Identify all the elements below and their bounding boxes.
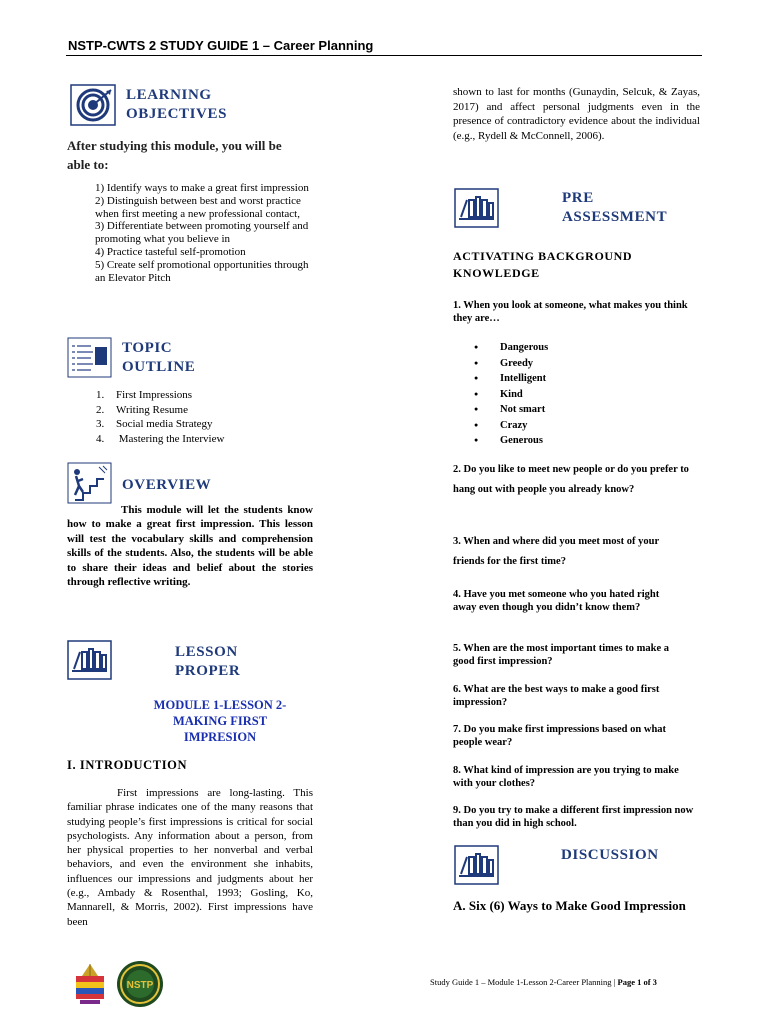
list-item: ● Not smart — [474, 402, 548, 418]
list-item — [96, 388, 224, 403]
question-1: 1. When you look at someone, what makes you think they are… — [453, 300, 688, 324]
item-number: 2. — [96, 403, 105, 416]
item-label: Writing Resume — [116, 403, 188, 416]
module-title — [130, 697, 310, 745]
university-seal-logo — [68, 962, 112, 1006]
objectives-lead: After studying this module, you will be able to: — [67, 138, 282, 172]
lesson-proper-title — [175, 643, 240, 681]
discussion-subheading: A. Six (6) Ways to Make Good Impression — [453, 898, 686, 913]
pre-assessment-line1: PRE — [562, 190, 594, 206]
item-label: First Impressions — [116, 389, 193, 401]
list-icon — [67, 337, 112, 378]
pre-assessment-title — [562, 189, 667, 227]
target-icon — [70, 84, 116, 126]
list-item: ● Intelligent — [474, 371, 548, 387]
list-item: 2) Distinguish between best and worst practice when first meeting a new professional contact, — [95, 194, 301, 220]
list-item: 4) Practice tasteful self-promotion — [95, 245, 246, 258]
activating-line2: KNOWLEDGE — [453, 266, 540, 280]
question-5: 5. When are the most important times to make a good first impression? — [453, 643, 670, 667]
introduction-text: First impressions are long-lasting. This familiar phrase indicates one of the many reasons that studying people’s first impressions is critical for social psychologists. Any information about a person, from her physical properties to her nonverbal and verbal behaviors, and even the environment she inhabits, influences our impressions and judgments about her (e.g., Ambady & Rosenthal, 1993; Gosling, Ko, Mannarell, & Morris, 2002). First impressions have been — [67, 787, 313, 928]
topic-list — [96, 388, 224, 446]
question-7: 7. Do you make first impressions based on what people wear? — [453, 724, 667, 748]
question-8: 8. What kind of impression are you trying to make with your clothes? — [453, 765, 679, 789]
question-4: 4. Have you met someone who you hated right away even though you didn’t know them? — [453, 589, 660, 613]
stairs-climber-icon — [67, 462, 112, 504]
introduction-heading: I. INTRODUCTION — [67, 758, 188, 772]
module-line2: MAKING FIRST — [172, 714, 268, 728]
books-icon — [67, 640, 112, 680]
question-6: 6. What are the best ways to make a good first impression? — [453, 684, 660, 708]
item-number: 3. — [96, 418, 105, 430]
page-header: NSTP-CWTS 2 STUDY GUIDE 1 – Career Planning — [68, 38, 374, 53]
learning-objectives-line1: LEARNING — [126, 87, 212, 103]
lesson-proper-line2: PROPER — [175, 663, 241, 679]
nstp-logo-text: NSTP — [126, 980, 154, 991]
overview-text: This module will let the students know how to make a great first impression. This lesson will test the vocabulary skills and comprehension skills of the students. Also, the students will be able to share their ideas and belief about the stories through reflective writing. — [67, 504, 313, 589]
books-icon — [454, 845, 499, 885]
list-item: 3) Differentiate between promoting yourself and promoting what you believe in — [95, 220, 309, 246]
list-item — [96, 432, 224, 447]
overview-title: OVERVIEW — [122, 477, 212, 493]
learning-objectives-line2: OBJECTIVES — [126, 106, 228, 122]
objectives-list — [95, 182, 310, 284]
question-3: 3. When and where did you meet most of your friends for the first time? — [453, 536, 659, 567]
topic-outline-line2: OUTLINE — [122, 359, 196, 375]
nstp-logo — [116, 960, 164, 1008]
footer-text: Study Guide 1 – Module 1-Lesson 2-Career Planning | — [430, 977, 618, 987]
list-item — [96, 403, 224, 418]
module-line1: MODULE 1-LESSON 2- — [153, 698, 287, 712]
item-label: Social media Strategy — [116, 418, 213, 430]
activating-line1: ACTIVATING BACKGROUND — [453, 249, 633, 263]
page-number: Page 1 of 3 — [617, 977, 657, 987]
list-item: ● Generous — [474, 433, 548, 449]
list-item — [96, 417, 224, 432]
activating-knowledge-heading — [453, 248, 703, 282]
introduction-continued: shown to last for months (Gunaydin, Selcuk, & Zayas, 2017) and affect personal judgments even in the presence of contradictory evidence about the individual (e.g., Rydell & McConnell, 2006). — [453, 86, 700, 142]
books-icon — [454, 188, 499, 228]
pre-assessment-line2: ASSESSMENT — [562, 209, 668, 225]
list-item: ● Greedy — [474, 356, 548, 372]
module-line3: IMPRESION — [183, 730, 257, 744]
traits-list — [474, 340, 548, 449]
list-item: 5) Create self promotional opportunities through an Elevator Pitch — [95, 258, 309, 284]
item-number: 1. — [96, 389, 105, 401]
page-footer — [430, 977, 657, 987]
list-item: ● Crazy — [474, 418, 548, 434]
header-divider — [66, 55, 702, 56]
list-item: ● Dangerous — [474, 340, 548, 356]
question-2: 2. Do you like to meet new people or do you prefer to hang out with people you already know? — [453, 464, 689, 495]
lesson-proper-line1: LESSON — [175, 644, 238, 660]
list-item: 1) Identify ways to make a great first impression — [95, 182, 309, 194]
discussion-title: DISCUSSION — [561, 847, 659, 863]
learning-objectives-title — [126, 86, 227, 124]
topic-outline-line1: TOPIC — [122, 340, 173, 356]
question-9: 9. Do you try to make a different first impression now than you did in high school. — [453, 805, 694, 829]
topic-outline-title — [122, 339, 195, 377]
list-item: ● Kind — [474, 387, 548, 403]
item-label: Mastering the Interview — [116, 432, 225, 445]
item-number: 4. — [96, 432, 105, 445]
